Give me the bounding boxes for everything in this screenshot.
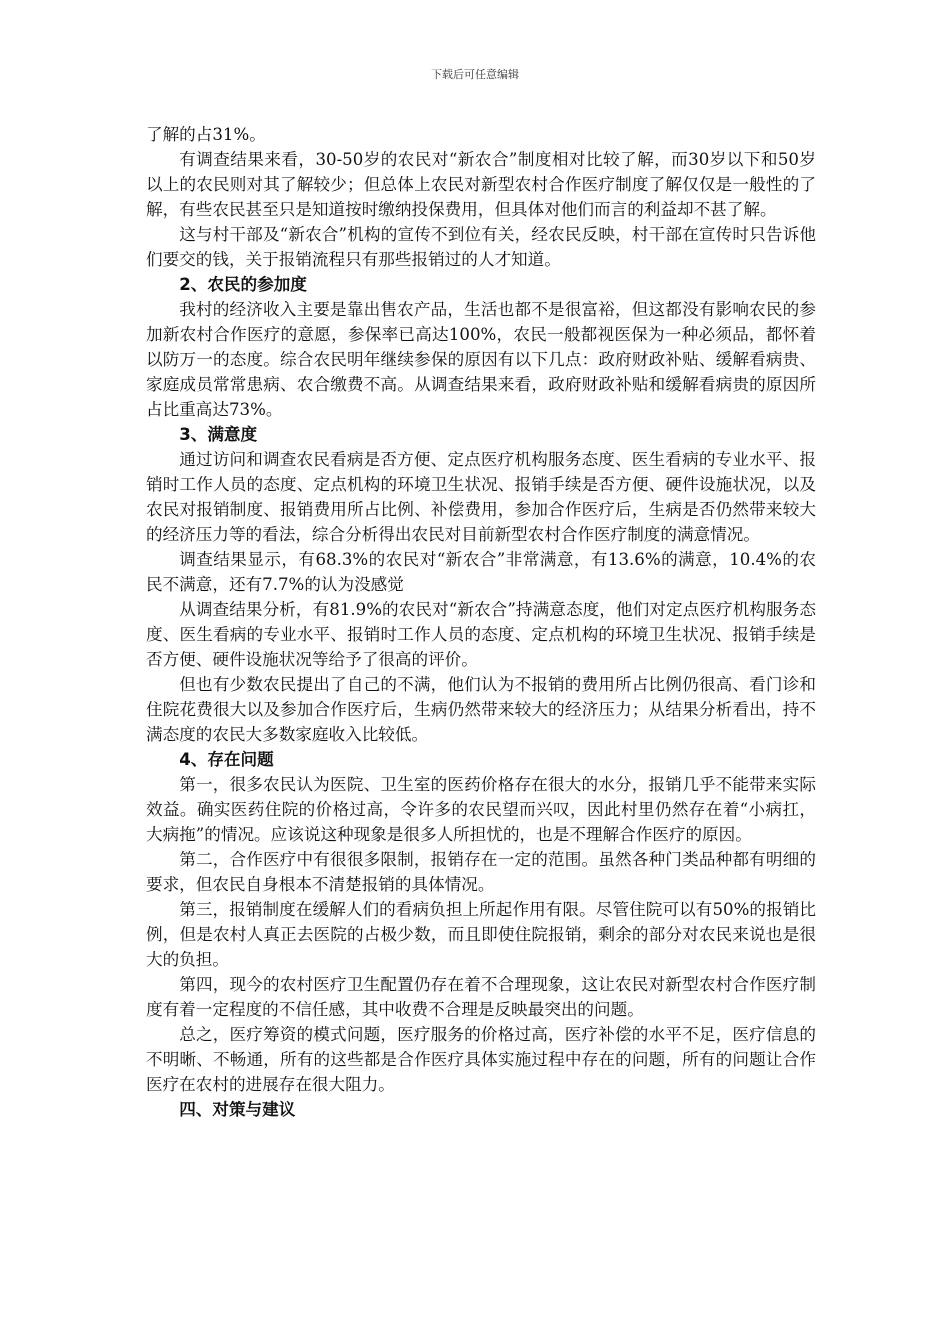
paragraph: 我村的经济收入主要是靠出售农产品，生活也都不是很富裕，但这都没有影响农民的参加新农村合作医疗的意愿，参保率已高达100%，农民一般都视医保为一种必须品，都怀着以防万一的态度。综合农民明年继续参保的原因有以下几点：政府财政补贴、缓解看病贵、家庭成员常常患病、农合缴费不高。从调查结果来看，政府财政补贴和缓解看病贵的原因所占比重高达73%。 [146,300,816,419]
paragraph: 第三，报销制度在缓解人们的看病负担上所起作用有限。尽管住院可以有50%的报销比例，但是农村人真正去医院的占极少数，而且即使住院报销，剩余的部分对农民来说也是很大的负担。 [146,900,816,969]
section-heading: 2、农民的参加度 [179,275,307,294]
section-heading: 四、对策与建议 [179,1100,296,1119]
page-header-note: 下载后可任意编辑 [431,68,519,81]
paragraph: 通过访问和调查农民看病是否方便、定点医疗机构服务态度、医生看病的专业水平、报销时工作人员的态度、定点机构的环境卫生状况、报销手续是否方便、硬件设施状况，以及农民对报销制度、报销费用所占比例、补偿费用，参加合作医疗后，生病是否仍然带来较大的经济压力等的看法，综合分析得出农民对目前新型农村合作医疗制度的满意情况。 [146,450,816,544]
paragraph: 有调查结果来看，30-50岁的农民对“新农合”制度相对比较了解，而30岁以下和50岁以上的农民则对其了解较少；但总体上农民对新型农村合作医疗制度了解仅仅是一般性的了解，有些农民甚至只是知道按时缴纳投保费用，但具体对他们而言的利益却不甚了解。 [146,150,816,219]
paragraph: 总之，医疗筹资的模式问题，医疗服务的价格过高，医疗补偿的水平不足，医疗信息的不明晰、不畅通，所有的这些都是合作医疗具体实施过程中存在的问题，所有的问题让合作医疗在农村的进展存在很大阻力。 [146,1025,816,1094]
paragraph: 这与村干部及“新农合”机构的宣传不到位有关，经农民反映，村干部在宣传时只告诉他们要交的钱，关于报销流程只有那些报销过的人才知道。 [146,225,816,269]
paragraph: 从调查结果分析，有81.9%的农民对“新农合”持满意态度，他们对定点医疗机构服务态度、医生看病的专业水平、报销时工作人员的态度、定点机构的环境卫生状况、报销手续是否方便、硬件设施状况等给予了很高的评价。 [146,600,816,669]
section-heading: 3、满意度 [179,425,258,444]
paragraph: 但也有少数农民提出了自己的不满，他们认为不报销的费用所占比例仍很高、看门诊和住院花费很大以及参加合作医疗后，生病仍然带来较大的经济压力；从结果分析看出，持不满态度的农民大多数家庭收入比较低。 [146,675,816,744]
document-body [146,122,816,1122]
paragraph: 第一，很多农民认为医院、卫生室的医药价格存在很大的水分，报销几乎不能带来实际效益。确实医药住院的价格过高，令许多的农民望而兴叹，因此村里仍然存在着“小病扛，大病拖”的情况。应该说这种现象是很多人所担忧的，也是不理解合作医疗的原因。 [146,775,816,844]
paragraph: 第二，合作医疗中有很很多限制，报销存在一定的范围。虽然各种门类品种都有明细的要求，但农民自身根本不清楚报销的具体情况。 [146,850,816,894]
paragraph: 调查结果显示，有68.3%的农民对“新农合”非常满意，有13.6%的满意，10.4%的农民不满意，还有7.7%的认为没感觉 [146,550,816,594]
paragraph: 了解的占31%。 [146,125,266,144]
paragraph: 第四，现今的农村医疗卫生配置仍存在着不合理现象，这让农民对新型农村合作医疗制度有着一定程度的不信任感，其中收费不合理是反映最突出的问题。 [146,975,816,1019]
section-heading: 4、存在问题 [179,750,274,769]
